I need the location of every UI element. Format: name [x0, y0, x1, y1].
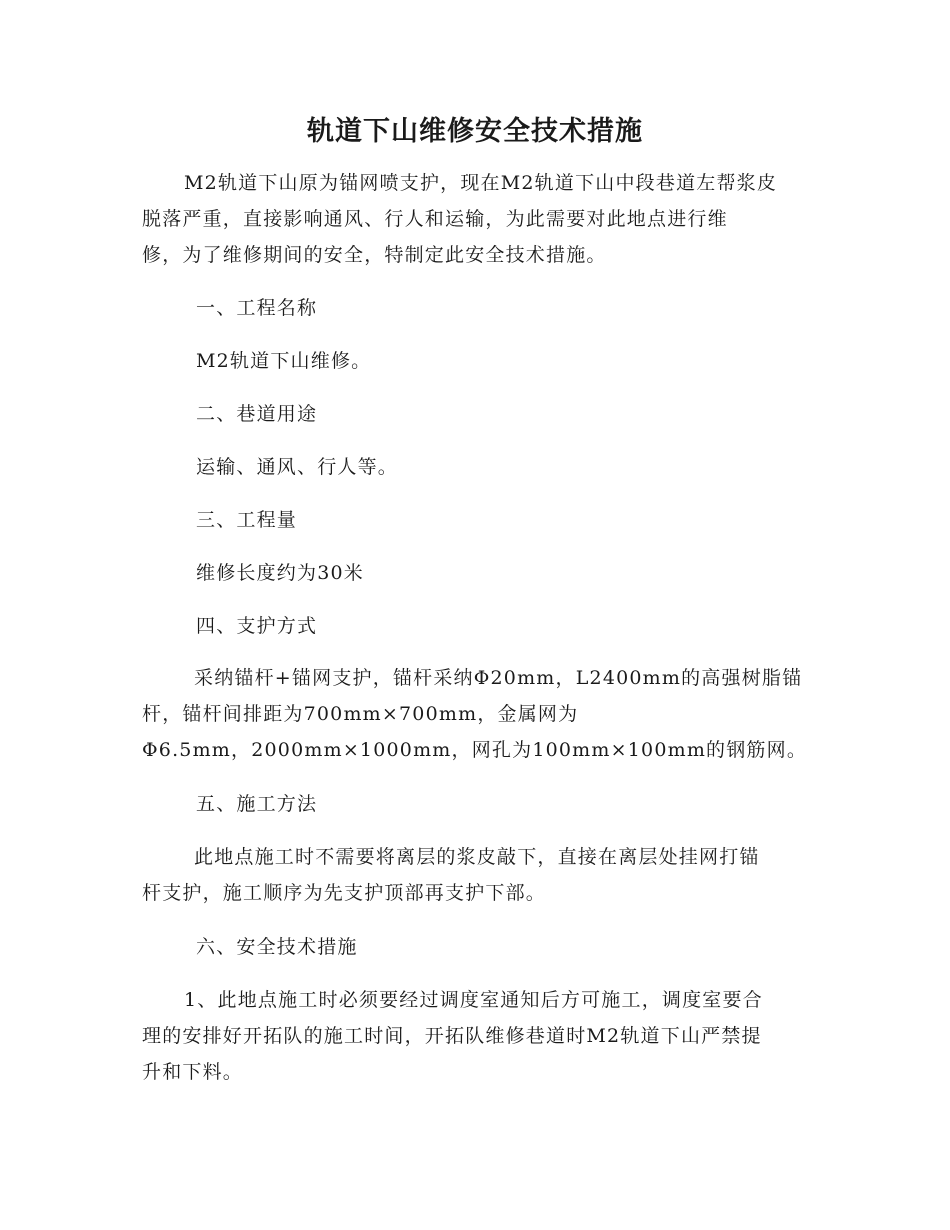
- section-4-line-2: 杆，锚杆间排距为700mm×700mm，金属网为: [142, 703, 579, 725]
- section-3-heading: 三、工程量: [196, 509, 298, 531]
- section-6-item-1-line-1: 1、此地点施工时必须要经过调度室通知后方可施工，调度室要合: [184, 989, 763, 1011]
- section-2-heading: 二、巷道用途: [196, 403, 318, 425]
- document-title: 轨道下山维修安全技术措施: [307, 116, 643, 147]
- intro-line-3: 修，为了维修期间的安全，特制定此安全技术措施。: [142, 244, 607, 266]
- section-6-heading: 六、安全技术措施: [196, 936, 358, 958]
- section-5-body: [142, 839, 810, 911]
- intro-line-2: 脱落严重，直接影响通风、行人和运输，为此需要对此地点进行维: [142, 208, 728, 230]
- section-5-line-2: 杆支护，施工顺序为先支护顶部再支护下部。: [142, 882, 547, 904]
- intro-paragraph: [142, 165, 810, 273]
- section-6-item-1-line-2: 理的安排好开拓队的施工时间，开拓队维修巷道时M2轨道下山严禁提: [142, 1025, 762, 1047]
- section-5-heading: 五、施工方法: [196, 793, 318, 815]
- section-4-line-3: Φ6.5mm，2000mm×1000mm，网孔为100mm×100mm的钢筋网。: [142, 739, 808, 761]
- section-3-body: 维修长度约为30米: [196, 562, 364, 584]
- section-4-body: [142, 660, 810, 768]
- section-1-body: M2轨道下山维修。: [196, 350, 372, 372]
- section-6-item-1-line-3: 升和下料。: [142, 1061, 244, 1083]
- intro-line-1: M2轨道下山原为锚网喷支护，现在M2轨道下山中段巷道左帮浆皮: [184, 172, 778, 194]
- section-1-heading: 一、工程名称: [196, 297, 318, 319]
- section-4-line-1: 采纳锚杆+锚网支护，锚杆采纳Φ20mm，L2400mm的高强树脂锚: [194, 667, 803, 689]
- section-4-heading: 四、支护方式: [196, 615, 318, 637]
- section-2-body: 运输、通风、行人等。: [196, 456, 399, 478]
- section-6-item-1: [142, 982, 810, 1090]
- section-5-line-1: 此地点施工时不需要将离层的浆皮敲下，直接在离层处挂网打锚: [194, 846, 760, 868]
